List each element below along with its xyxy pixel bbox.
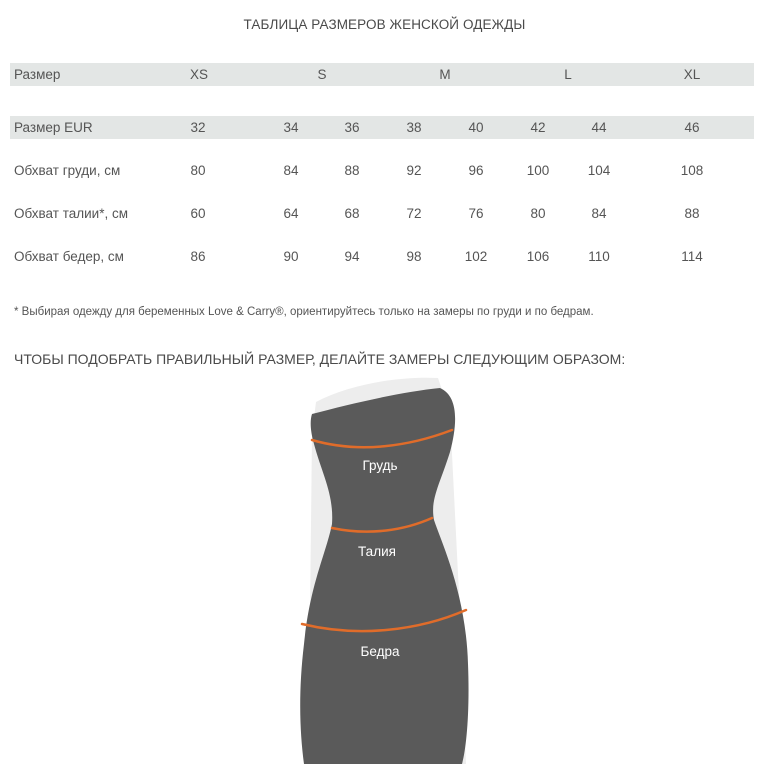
page-title: ТАБЛИЦА РАЗМЕРОВ ЖЕНСКОЙ ОДЕЖДЫ — [243, 17, 526, 32]
hips-cell: 102 — [464, 249, 488, 264]
chest-cell: 80 — [190, 163, 206, 178]
waist-cell: 88 — [684, 206, 700, 221]
waist-row — [10, 202, 754, 225]
chest-cell: 88 — [344, 163, 360, 178]
eur-row-label: Размер EUR — [14, 120, 93, 135]
eur-size-row — [10, 116, 754, 139]
chest-label: Грудь — [362, 458, 398, 473]
eur-cell: 46 — [684, 120, 700, 135]
footnote: * Выбирая одежду для беременных Love & Carry®, ориентируйтесь только на замеры по груди и по бедрам. — [14, 306, 594, 318]
section-subtitle: ЧТОБЫ ПОДОБРАТЬ ПРАВИЛЬНЫЙ РАЗМЕР, ДЕЛАЙТЕ ЗАМЕРЫ СЛЕДУЮЩИМ ОБРАЗОМ: — [14, 351, 626, 367]
chest-cell: 100 — [526, 163, 550, 178]
measurement-figure — [290, 374, 480, 764]
hips-cell: 110 — [588, 249, 610, 264]
waist-cell: 84 — [591, 206, 607, 221]
waist-cell: 64 — [283, 206, 299, 221]
chest-row-label: Обхват груди, см — [14, 163, 121, 178]
size-row-label: Размер — [14, 67, 61, 82]
chest-cell: 104 — [587, 163, 611, 178]
hips-cell: 106 — [526, 249, 550, 264]
eur-cell: 34 — [283, 120, 299, 135]
size-cell: S — [317, 67, 327, 82]
chest-cell: 84 — [283, 163, 299, 178]
waist-cell: 72 — [406, 206, 422, 221]
size-header-row — [10, 63, 754, 86]
dress-illustration — [290, 374, 480, 764]
eur-cell: 38 — [406, 120, 422, 135]
waist-cell: 60 — [190, 206, 206, 221]
waist-cell: 80 — [530, 206, 546, 221]
waist-cell: 76 — [468, 206, 484, 221]
eur-cell: 32 — [190, 120, 206, 135]
eur-cell: 36 — [344, 120, 360, 135]
hips-cell: 90 — [283, 249, 299, 264]
hips-row-label: Обхват бедер, см — [14, 249, 124, 264]
size-cell: XS — [189, 67, 208, 82]
eur-cell: 42 — [530, 120, 546, 135]
size-cell: M — [439, 67, 451, 82]
hips-cell: 94 — [344, 249, 360, 264]
size-cell: L — [564, 67, 572, 82]
eur-cell: 44 — [591, 120, 607, 135]
eur-cell: 40 — [468, 120, 484, 135]
waist-cell: 68 — [344, 206, 360, 221]
waist-row-label: Обхват талии*, см — [14, 206, 128, 221]
chest-cell: 92 — [406, 163, 422, 178]
hips-cell: 114 — [681, 249, 703, 264]
chest-cell: 108 — [680, 163, 704, 178]
chest-cell: 96 — [468, 163, 484, 178]
hips-row — [10, 245, 754, 268]
chest-row — [10, 159, 754, 182]
hips-cell: 86 — [190, 249, 206, 264]
hips-cell: 98 — [406, 249, 422, 264]
size-cell: XL — [683, 67, 701, 82]
waist-label: Талия — [358, 544, 396, 559]
hips-label: Бедра — [360, 644, 400, 659]
